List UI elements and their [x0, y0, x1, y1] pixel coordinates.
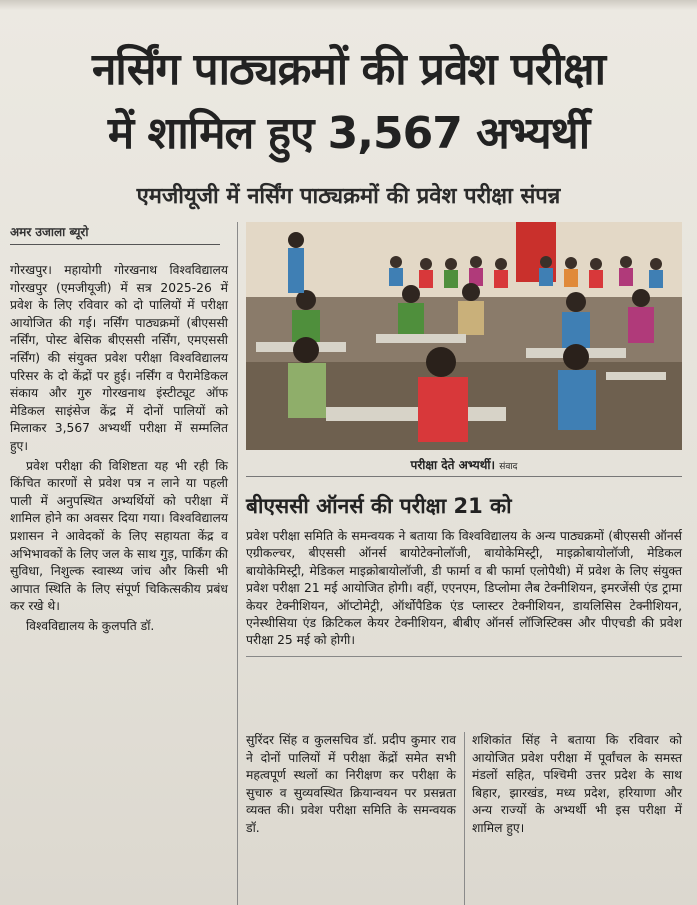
headline-line-1: नर्सिंग पाठ्यक्रमों की प्रवेश परीक्षा — [91, 44, 606, 95]
article-middle-column: सुरिंदर सिंह व कुलसचिव डॉ. प्रदीप कुमार राव ने दोनों पालियों में परीक्षा केंद्रों समेत सभी महत्वपूर्ण स्थलों का निरीक्षण कर परीक्षा के सुचारु व सुव्यवस्थित क्रियान्वयन पर प्रसन्नता व्यक्त की। प्रवेश परीक्षा समिति के समन्वयक डॉ. — [246, 733, 456, 835]
photo-caption-text: परीक्षा देते अभ्यर्थी। — [410, 458, 496, 472]
byline: अमर उजाला ब्यूरो — [10, 223, 220, 245]
subheadline: एमजीयूजी में नर्सिंग पाठ्यक्रमों की प्रवेश परीक्षा संपन्न — [136, 184, 561, 209]
page-crease — [0, 0, 697, 10]
article-right-column: शशिकांत सिंह ने बताया कि रविवार को आयोजित प्रवेश परीक्षा में पूर्वांचल के समस्त मंडलों सहित, पश्चिमी उत्तर प्रदेश के साथ बिहार, झारखंड, मध्य प्रदेश, हरियाणा और अन्य राज्यों के अभ्यर्थी भी इस परीक्षा में शामिल हुए। — [472, 733, 682, 835]
box-headline: बीएससी ऑनर्स की परीक्षा 21 को — [246, 494, 512, 518]
article-left-column — [10, 262, 228, 637]
article-paragraph: गोरखपुर। महायोगी गोरखनाथ विश्वविद्यालय गोरखपुर (एमजीयूजी) में सत्र 2025-26 में प्रवेश के लिए रविवार को दो पालियों में परीक्षा आयोजित की गई। नर्सिंग पाठ्यक्रमों (बीएससी नर्सिंग, पोस्ट बेसिक बीएससी नर्सिंग, एमएससी नर्सिंग) की संयुक्त प्रवेश परीक्षा विश्वविद्यालय परिसर के दो केंद्रों पर हुई। नर्सिंग व पैरामेडिकल संकाय और गुरु गोरखनाथ इंस्टीट्यूट ऑफ मेडिकल साइंसेज केंद्र में दोनों पालियों को मिलाकर 3,567 अभ्यर्थी परीक्षा में सम्मलित हुए। — [10, 263, 228, 453]
column-divider — [464, 732, 465, 905]
box-body: प्रवेश परीक्षा समिति के समन्वयक ने बताया कि विश्वविद्यालय के अन्य पाठ्यक्रमों (बीएससी ऑनर्स एग्रीकल्चर, बीएससी ऑनर्स बायोटेक्नोलॉजी, बायोकेमिस्ट्री, माइक्रोबायोलॉजी, मेडिकल बायोकेमिस्ट्री, मेडिकल माइक्रोबायोलॉजी, डी फार्मा व बी फार्मा एलोपैथी) में प्रवेश के लिए संयुक्त प्रवेश परीक्षा 21 मई आयोजित होगी। वहीं, एएनएम, डिप्लोमा लैब टेक्नीशियन, इमरजेंसी एंड ट्रामा केयर टेक्नीशियन, ऑप्टोमेट्री, ऑर्थोपैडिक एंड प्लास्टर टेक्नीशियन, डायलिसिस टेक्नीशियन, एनेस्थीसिया एंड क्रिटिकल केयर टेक्नीशियन, बीबीए ऑनर्स लॉजिस्टिक्स और पीएचडी की प्रवेश परीक्षा 25 मई को होगी। — [246, 528, 682, 657]
exam-hall-illustration — [246, 222, 682, 450]
headline-line-2: में शामिल हुए 3,567 अभ्यर्थी — [107, 108, 590, 159]
photo-caption — [246, 456, 682, 473]
article-paragraph: प्रवेश परीक्षा की विशिष्टता यह भी रही कि किंचित कारणों से प्रवेश पत्र न लाने या पहली पाली में अनुपस्थित अभ्यर्थियों को परीक्षा में शामिल होने का अवसर दिया गया। विश्वविद्यालय प्रशासन ने आवेदकों के लिए सहायता केंद्र व अभिभावकों के लिए जल के साथ गुड़, पार्किंग की सुविधा, निशुल्क स्वास्थ्य जांच और किसी भी आपात स्थिति के लिए संपूर्ण चिकित्सकीय प्रबंध कर रखे थे। — [10, 458, 228, 614]
photo-credit: संवाद — [499, 462, 518, 472]
column-divider — [237, 222, 238, 905]
article-paragraph: विश्वविद्यालय के कुलपति डॉ. — [26, 618, 155, 633]
exam-hall-photo — [246, 222, 682, 450]
